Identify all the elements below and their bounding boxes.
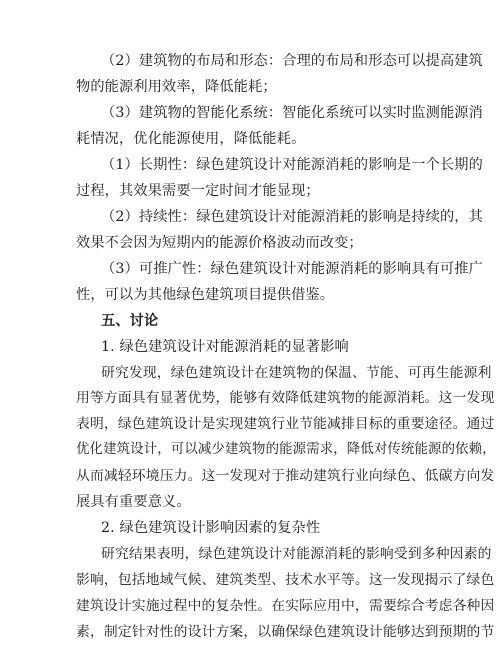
paragraph-smart-line-1: （3）建筑物的智能化系统：智能化系统可以实时监测能源消 — [101, 104, 483, 121]
body-2-line-3: 建筑设计实施过程中的复杂性。在实际应用中，需要综合考虑各种因 — [76, 598, 495, 614]
subsection-2-title: 2. 绿色建筑设计影响因素的复杂性 — [101, 520, 321, 537]
subsection-1-title: 1. 绿色建筑设计对能源消耗的显著影响 — [101, 338, 349, 355]
body-1-line-5: 从而减轻环境压力。这一发现对于推动建筑行业向绿色、低碳方向发 — [76, 468, 495, 485]
body-2-line-4: 素，制定针对性的设计方案，以确保绿色建筑设计能够达到预期的节 — [76, 624, 495, 640]
body-2-line-1: 研究结果表明，绿色建筑设计对能源消耗的影响受到多种因素的 — [101, 546, 492, 563]
paragraph-layout-line-1: （2）建筑物的布局和形态：合理的布局和形态可以提高建筑 — [101, 53, 483, 69]
section-heading-discussion: 五、讨论 — [101, 312, 159, 329]
paragraph-smart-line-2: 耗情况，优化能源使用，降低能耗。 — [76, 130, 306, 147]
paragraph-generalizable-line-1: （3）可推广性：绿色建筑设计对能源消耗的影响具有可推广 — [101, 260, 483, 277]
body-1-line-6: 展具有重要意义。 — [76, 494, 191, 511]
paragraph-continuity-line-1: （2）持续性：绿色建筑设计对能源消耗的影响是持续的，其 — [101, 208, 483, 225]
body-1-line-1: 研究发现，绿色建筑设计在建筑物的保温、节能、可再生能源利 — [101, 364, 492, 381]
paragraph-continuity-line-2: 效果不会因为短期内的能源价格波动而改变； — [76, 234, 363, 251]
body-1-line-4: 优化建筑设计，可以减少建筑物的能源需求，降低对传统能源的依赖， — [76, 442, 496, 458]
paragraph-generalizable-line-2: 性，可以为其他绿色建筑项目提供借鉴。 — [76, 286, 335, 303]
paragraph-longterm-line-1: （1）长期性：绿色建筑设计对能源消耗的影响是一个长期的 — [101, 156, 483, 173]
body-1-line-2: 用等方面具有显著优势，能够有效降低建筑物的能源消耗。这一发现 — [76, 390, 495, 407]
body-2-line-2: 影响，包括地域气候、建筑类型、技术水平等。这一发现揭示了绿色 — [76, 572, 495, 589]
paragraph-layout-line-2: 物的能源利用效率，降低能耗； — [76, 79, 277, 95]
body-1-line-3: 表明，绿色建筑设计是实现建筑行业节能减排目标的重要途径。通过 — [76, 416, 495, 433]
paragraph-longterm-line-2: 过程，其效果需要一定时间才能显现； — [76, 182, 320, 199]
